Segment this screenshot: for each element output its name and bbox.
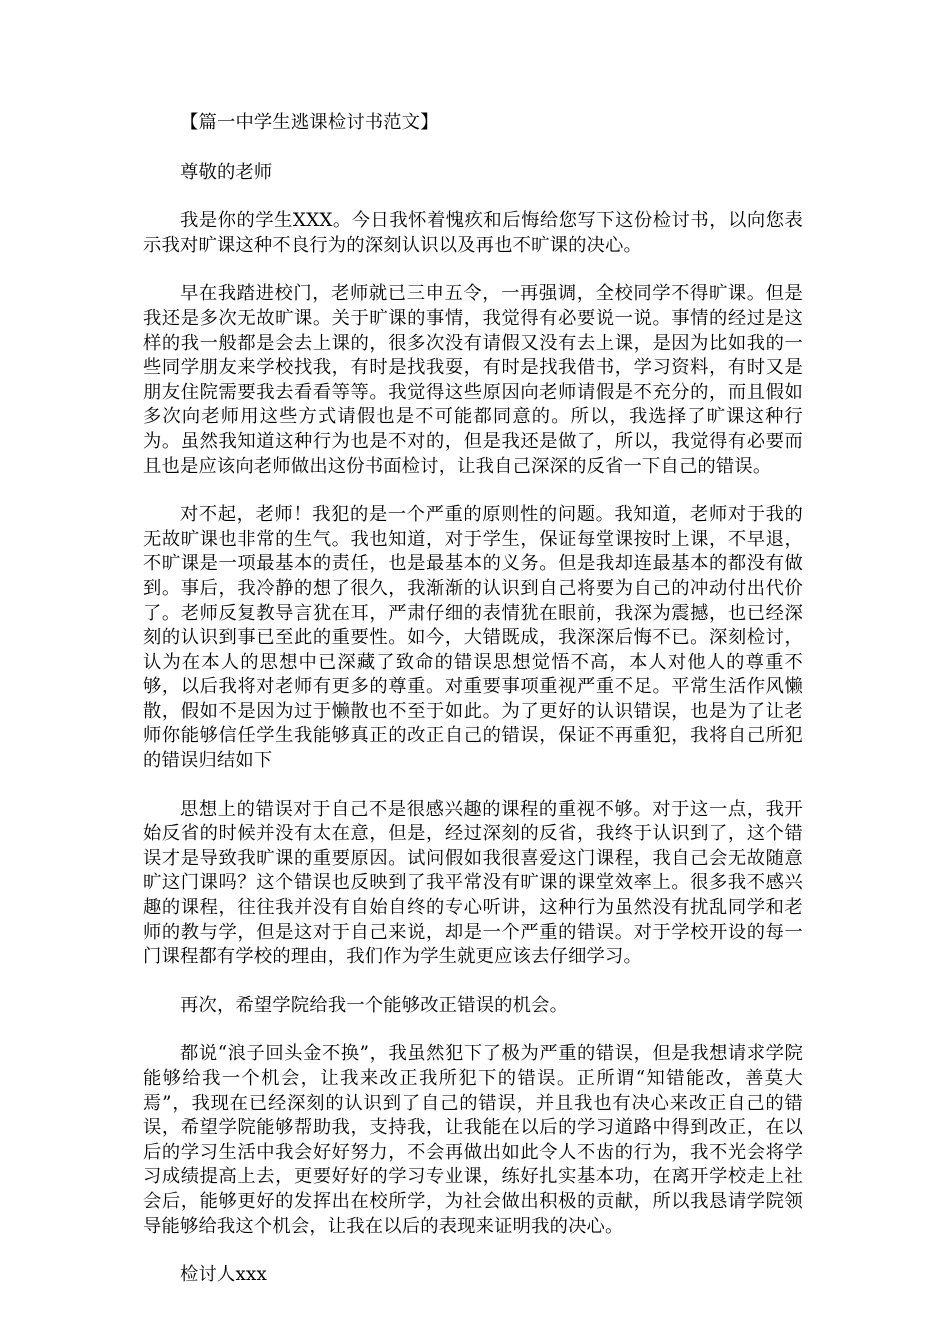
paragraph-request: 再次，希望学院给我一个能够改正错误的机会。 [180, 994, 569, 1016]
paragraph-plea: 都说“浪子回头金不换”，我虽然犯下了极为严重的错误，但是我想请求学院能够给我一个机会，让我来改正我所犯下的错误。正所谓“知错能改，善莫大焉”，我现在已经深刻的认识到了自己的错误，并且我也有决心来改正自己的错误，希望学院能够帮助我，支持我，让我能在以后的学习道路中得到改正，在以后的学习生活中我会好好努力，不会再做出如此令人不齿的行为，我不光会将学习成绩提高上去，更要好好的学习专业课，练好扎实基本功，在离开学校走上社会后，能够更好的发挥出在校所学，为社会做出积极的贡献，所以我恳请学院领导能够给我这个机会，让我在以后的表现来证明我的决心。 [143, 1043, 803, 1237]
salutation: 尊敬的老师 [180, 161, 273, 183]
paragraph-apology: 对不起，老师！我犯的是一个严重的原则性的问题。我知道，老师对于我的无故旷课也非常的生气。我也知道，对于学生，保证每堂课按时上课，不早退，不旷课是一项最基本的责任，也是最基本的义务。但是我却连最基本的都没有做到。事后，我冷静的想了很久，我渐渐的认识到自己将要为自己的冲动付出代价了。老师反复教导言犹在耳，严肃仔细的表情犹在眼前，我深为震撼，也已经深刻的认识到事已至此的重要性。如今，大错既成，我深深后悔不已。深刻检讨，认为在本人的思想中已深藏了致命的错误思想觉悟不高，本人对他人的尊重不够，以后我将对老师有更多的尊重。对重要事项重视严重不足。平常生活作风懒散，假如不是因为过于懒散也不至于如此。为了更好的认识错误，也是为了让老师你能够信任学生我能够真正的改正自己的错误，保证不再重犯，我将自己所犯的错误归结如下 [143, 504, 803, 772]
signature: 检讨人xxx [180, 1264, 267, 1286]
paragraph-reflection: 思想上的错误对于自己不是很感兴趣的课程的重视不够。对于这一点，我开始反省的时候并没有太在意，但是，经过深刻的反省，我终于认识到了，这个错误才是导致我旷课的重要原因。试问假如我很喜爱这门课程，我自己会无故随意旷这门课吗？这个错误也反映到了我平常没有旷课的课堂效率上。很多我不感兴趣的课程，往往我并没有自始自终的专心听讲，这种行为虽然没有扰乱同学和老师的教与学，但是这对于自己来说，却是一个严重的错误。对于学校开设的每一门课程都有学校的理由，我们作为学生就更应该去仔细学习。 [143, 798, 803, 968]
paragraph-background: 早在我踏进校门，老师就已三申五令，一再强调，全校同学不得旷课。但是我还是多次无故旷课。关于旷课的事情，我觉得有必要说一说。事情的经过是这样的我一般都是会去上课的，很多次没有请假又没有去上课，是因为比如我的一些同学朋友来学校找我，有时是找我耍，有时是找我借书，学习资料，有时又是朋友住院需要我去看看等等。我觉得这些原因向老师请假是不充分的，而且假如多次向老师用这些方式请假也是不可能都同意的。所以，我选择了旷课这种行为。虽然我知道这种行为也是不对的，但是我还是做了，所以，我觉得有必要而且也是应该向老师做出这份书面检讨，让我自己深深的反省一下自己的错误。 [143, 283, 803, 477]
document-body [143, 111, 803, 1312]
document-title: 【篇一中学生逃课检讨书范文】 [180, 112, 439, 133]
paragraph-intro: 我是你的学生XXX。今日我怀着愧疚和后悔给您写下这份检讨书，以向您表示我对旷课这种不良行为的深刻认识以及再也不旷课的决心。 [143, 210, 803, 256]
